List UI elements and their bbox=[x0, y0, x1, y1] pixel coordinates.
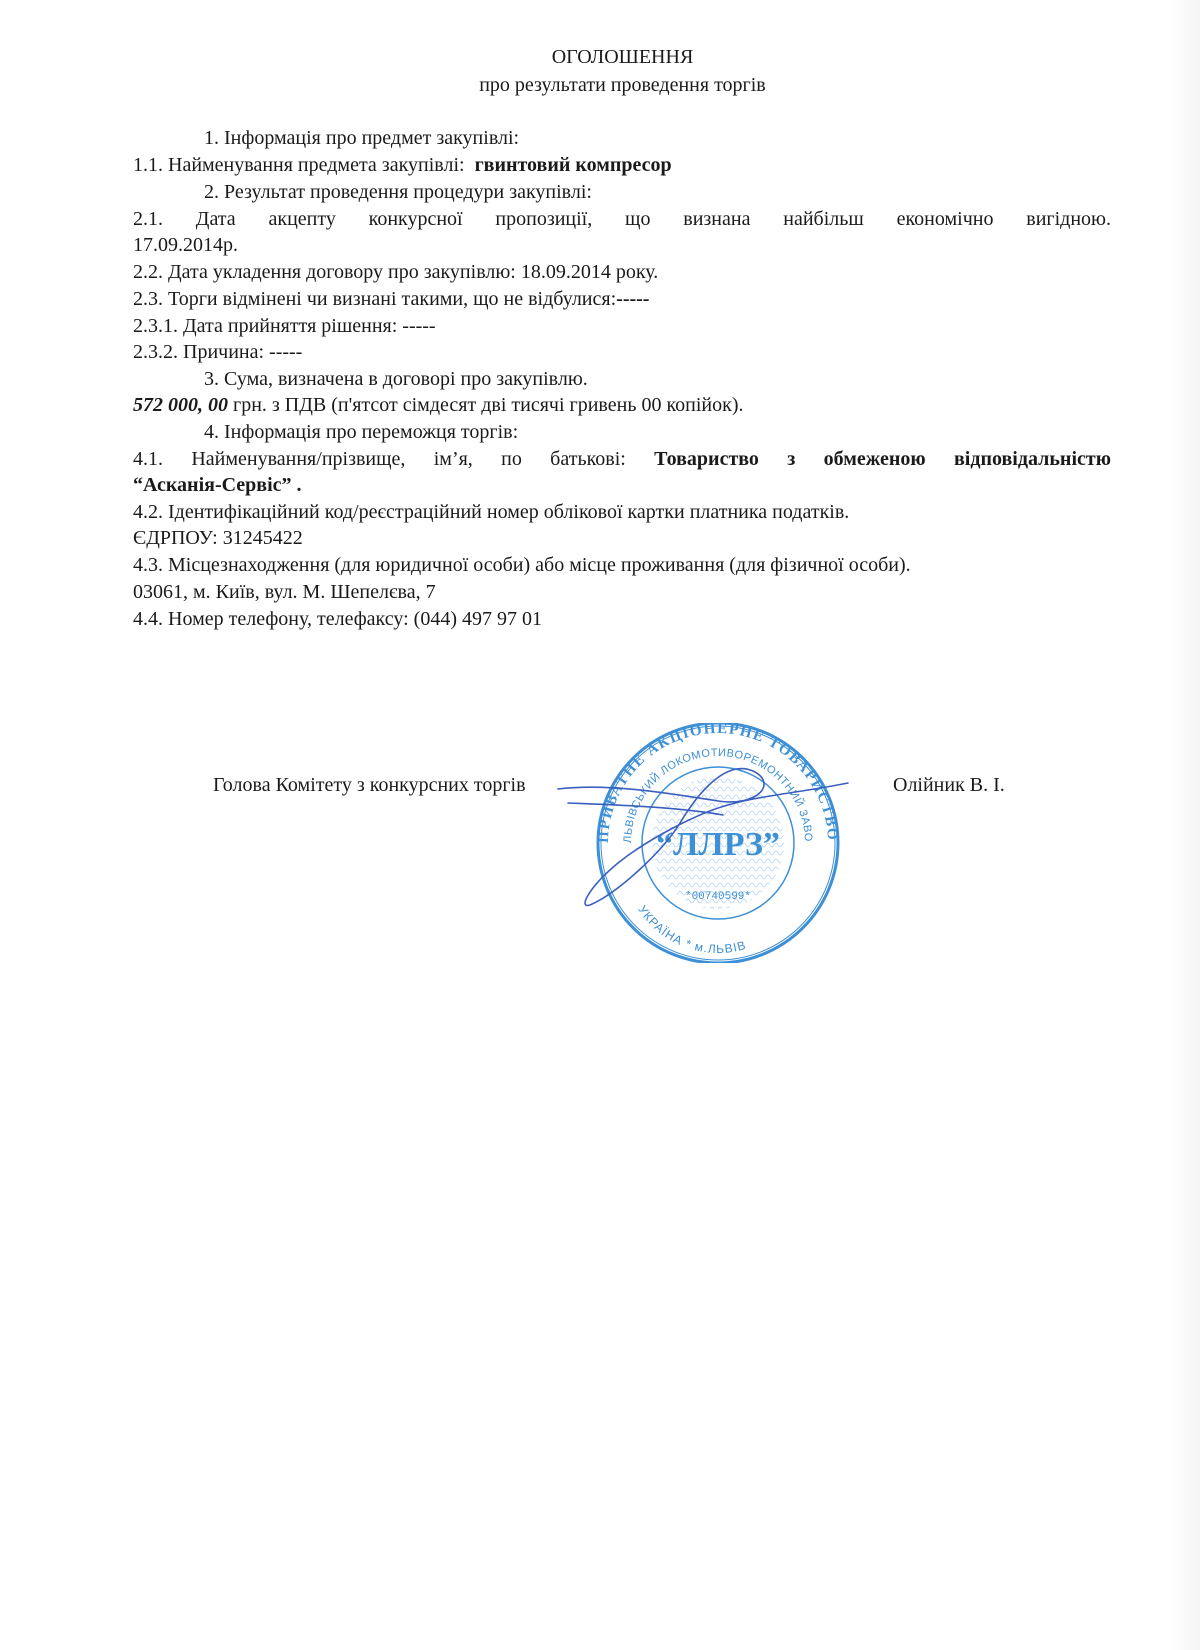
stamp-bottom-text: УКРАЇНА * м.ЛЬВІВ bbox=[635, 902, 748, 957]
item-2-3 bbox=[133, 286, 1111, 312]
contract-amount bbox=[133, 392, 1111, 418]
item-2-2: 2.2. Дата укладення договору про закупівлю: 18.09.2014 року. bbox=[133, 261, 659, 283]
item-1-1-label: 1.1. Найменування предмета закупівлі: bbox=[133, 154, 465, 176]
section1-heading: 1. Інформація про предмет закупівлі: bbox=[204, 127, 520, 149]
item-2-3-label: 2.3. Торги відмінені чи визнані такими, що не відбулися: bbox=[133, 288, 617, 310]
section2-heading: 2. Результат проведення процедури закупівлі: bbox=[204, 181, 592, 203]
item-2-1-line1: 2.1. Дата акцепту конкурсної пропозиції, що визнана найбільш економічно вигідною. bbox=[133, 208, 1111, 230]
winner-address: 03061, м. Київ, вул. М. Шепелєва, 7 bbox=[133, 581, 436, 603]
document-title: ОГОЛОШЕННЯ bbox=[551, 46, 694, 68]
item-4-3: 4.3. Місцезнаходження (для юридичної особи) або місце проживання (для фізичної особи). bbox=[133, 554, 911, 576]
stamp-outer-text: ПРИВАТНЕ АКЦІОНЕРНЕ ТОВАРИСТВО bbox=[595, 723, 841, 844]
item-1-1 bbox=[133, 152, 1111, 178]
winner-name: Товариство з обмеженою відповідальністю bbox=[654, 448, 1111, 470]
amount-value: 572 000, 00 bbox=[133, 394, 228, 416]
item-2-3-value: ----- bbox=[616, 288, 650, 310]
item-1-1-value: гвинтовий компресор bbox=[474, 154, 672, 176]
document-subtitle: про результати проведення торгів bbox=[479, 74, 766, 96]
item-2-3-2: 2.3.2. Причина: ----- bbox=[133, 341, 303, 363]
section4-heading: 4. Інформація про переможця торгів: bbox=[204, 421, 519, 443]
edrpou-code: ЄДРПОУ: 31245422 bbox=[133, 527, 303, 549]
scan-page-edge bbox=[1170, 0, 1200, 1650]
stamp-inner-text: ЛЬВІВСЬКИЙ ЛОКОМОТИВОРЕМОНТНИЙ ЗАВО bbox=[621, 746, 815, 844]
item-2-1-line2: 17.09.2014р. bbox=[133, 234, 238, 256]
item-4-2: 4.2. Ідентифікаційний код/реєстраційний номер облікової картки платника податків. bbox=[133, 501, 850, 523]
item-2-3-1: 2.3.1. Дата прийняття рішення: ----- bbox=[133, 315, 436, 337]
stamp-center-text: “ЛЛРЗ” bbox=[656, 826, 780, 863]
section3-heading: 3. Сума, визначена в договорі про закупівлю. bbox=[204, 368, 588, 390]
stamp-code-text: *00740599* bbox=[684, 891, 752, 903]
signatory-position: Голова Комітету з конкурсних торгів bbox=[213, 774, 526, 796]
amount-description: грн. з ПДВ (п'ятсот сімдесят дві тисячі гривень 00 копійок). bbox=[228, 394, 744, 416]
signatory-name: Олійник В. І. bbox=[893, 774, 1005, 796]
item-4-4: 4.4. Номер телефону, телефаксу: (044) 497 97 01 bbox=[133, 608, 542, 630]
item-4-1-line2: “Асканія-Сервіс” . bbox=[133, 474, 302, 496]
item-4-1-line1 bbox=[133, 446, 1111, 472]
item-4-1-label: 4.1. Найменування/прізвище, ім’я, по батькові: bbox=[133, 448, 626, 470]
company-stamp bbox=[548, 723, 888, 963]
